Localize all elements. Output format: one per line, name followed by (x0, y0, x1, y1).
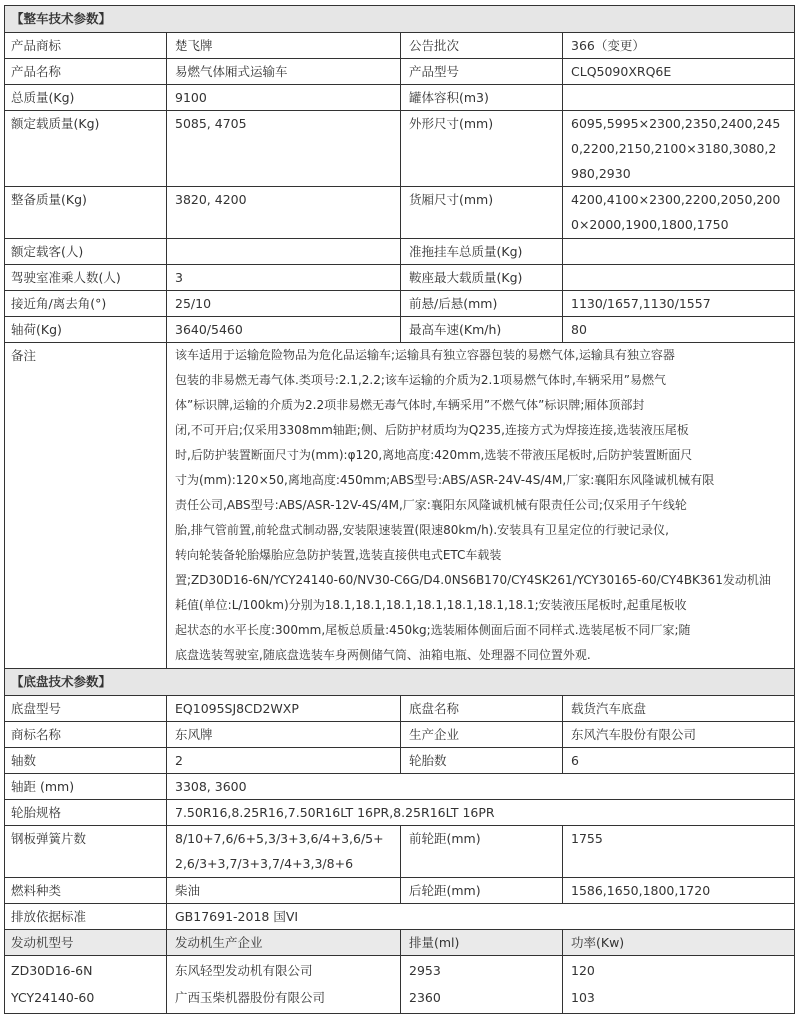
remarks-line: 责任公司,ABS型号:ABS/ASR-12V-4S/4M,厂家:襄阳东风隆诚机械有限责任公司;仅采用子午线轮 (175, 498, 687, 512)
engine-power: 120 (571, 963, 595, 978)
table-row (5, 774, 795, 800)
value: CLQ5090XRQ6E (563, 59, 795, 85)
value: 25/10 (167, 291, 401, 317)
table-row (5, 59, 795, 85)
value (563, 111, 795, 187)
remarks-line: 寸为(mm):120×50,离地高度:450mm;ABS型号:ABS/ASR-24V-4S/4M,厂家:襄阳东风隆诚机械有限 (175, 473, 715, 487)
engine-maker: 广西玉柴机器股份有限公司 (175, 990, 326, 1005)
value: 1755 (563, 826, 795, 878)
label: 生产企业 (401, 722, 563, 748)
value (563, 85, 795, 111)
label: 准拖挂车总质量(Kg) (401, 239, 563, 265)
remarks-line: 起状态的水平长度:300mm,尾板总质量:450kg;选装厢体侧面后面不同样式.选装尾板不同厂家;随 (175, 623, 691, 637)
value (563, 239, 795, 265)
remarks-line: 该车适用于运输危险物品为危化品运输车;运输具有独立容器包装的易燃气体,运输具有独立容器 (175, 348, 675, 362)
label: 最高车速(Km/h) (401, 317, 563, 343)
spec-table (4, 5, 795, 1014)
label: 轴数 (5, 748, 167, 774)
value (563, 265, 795, 291)
table-row (5, 904, 795, 930)
table-row (5, 826, 795, 878)
table-row (5, 748, 795, 774)
value: 366（变更） (563, 33, 795, 59)
value: 东风牌 (167, 722, 401, 748)
remarks-line: 时,后防护装置断面尺寸为(mm):φ120,离地高度:420mm,选装不带液压尾板时,后防护装置断面尺 (175, 448, 693, 462)
column-header: 发动机型号 (5, 930, 167, 956)
table-row (5, 696, 795, 722)
value: GB17691-2018 国VI (167, 904, 795, 930)
label: 货厢尺寸(mm) (401, 187, 563, 239)
label: 外形尺寸(mm) (401, 111, 563, 187)
label: 产品名称 (5, 59, 167, 85)
table-row (5, 291, 795, 317)
table-row (5, 85, 795, 111)
value-line: 6095,5995×2300,2350,2400,245 (571, 116, 781, 131)
value (563, 187, 795, 239)
value: 楚飞牌 (167, 33, 401, 59)
remarks-line: 置;ZD30D16-6N/YCY24140-60/NV30-C6G/D4.0NS6B170/CY4SK261/YCY30165-60/CY4BK361发动机油 (175, 573, 771, 587)
remarks-line: 包装的非易燃无毒气体.类项号:2.1,2.2;该车运输的介质为2.1项易燃气体时,车辆采用”易燃气 (175, 373, 667, 387)
engine-rows (5, 956, 795, 1014)
label: 公告批次 (401, 33, 563, 59)
value: 1130/1657,1130/1557 (563, 291, 795, 317)
label: 额定载质量(Kg) (5, 111, 167, 187)
label: 后轮距(mm) (401, 878, 563, 904)
value: EQ1095SJ8CD2WXP (167, 696, 401, 722)
value: 易燃气体厢式运输车 (167, 59, 401, 85)
remarks-label: 备注 (5, 343, 167, 669)
column-header: 排量(ml) (401, 930, 563, 956)
value: 柴油 (167, 878, 401, 904)
value-line: 0,2200,2150,2100×3180,3080,2 (571, 141, 777, 156)
value (167, 826, 401, 878)
label: 鞍座最大载质量(Kg) (401, 265, 563, 291)
table-row (5, 187, 795, 239)
label: 底盘名称 (401, 696, 563, 722)
engine-header-row (5, 930, 795, 956)
remarks-line: 胎,排气管前置,前轮盘式制动器,安装限速装置(限速80km/h).安装具有卫星定位的行驶记录仪, (175, 523, 669, 537)
value: 东风汽车股份有限公司 (563, 722, 795, 748)
value-line: 980,2930 (571, 166, 631, 181)
value: 3 (167, 265, 401, 291)
label: 轮胎数 (401, 748, 563, 774)
label: 底盘型号 (5, 696, 167, 722)
value-line: 0×2000,1900,1800,1750 (571, 217, 729, 232)
engine-model: ZD30D16-6N (11, 963, 93, 978)
label: 轴荷(Kg) (5, 317, 167, 343)
value: 3308, 3600 (167, 774, 795, 800)
value-line: 4200,4100×2300,2200,2050,200 (571, 192, 781, 207)
table-row (5, 317, 795, 343)
engine-power: 103 (571, 990, 595, 1005)
value: 3820, 4200 (167, 187, 401, 239)
table-row (5, 722, 795, 748)
value: 载货汽车底盘 (563, 696, 795, 722)
label: 罐体容积(m3) (401, 85, 563, 111)
label: 接近角/离去角(°) (5, 291, 167, 317)
remarks-line: 体”标识牌,运输的介质为2.2项非易燃无毒气体时,车辆采用”不燃气体”标识牌;厢体顶部封 (175, 398, 645, 412)
label: 驾驶室准乘人数(人) (5, 265, 167, 291)
table-row (5, 239, 795, 265)
value-line: 2,6/3+3,7/3+3,7/4+3,3/8+6 (175, 856, 354, 871)
label: 轮胎规格 (5, 800, 167, 826)
value: 80 (563, 317, 795, 343)
value: 5085, 4705 (167, 111, 401, 187)
value: 6 (563, 748, 795, 774)
engine-displacement: 2953 (409, 963, 441, 978)
label: 前悬/后悬(mm) (401, 291, 563, 317)
engine-model: YCY24140-60 (11, 990, 95, 1005)
value: 2 (167, 748, 401, 774)
value-line: 8/10+7,6/6+5,3/3+3,6/4+3,6/5+ (175, 831, 384, 846)
label: 额定载客(人) (5, 239, 167, 265)
label: 产品型号 (401, 59, 563, 85)
value: 9100 (167, 85, 401, 111)
table-row (5, 878, 795, 904)
table-row (5, 33, 795, 59)
label: 燃料种类 (5, 878, 167, 904)
remarks-line: 转向轮装备轮胎爆胎应急防护装置,选装直接供电式ETC车载装 (175, 548, 502, 562)
label: 总质量(Kg) (5, 85, 167, 111)
value: 7.50R16,8.25R16,7.50R16LT 16PR,8.25R16LT 16PR (167, 800, 795, 826)
label: 前轮距(mm) (401, 826, 563, 878)
label: 商标名称 (5, 722, 167, 748)
remarks-line: 闭,不可开启;仅采用3308mm轴距;侧、后防护材质均为Q235,连接方式为焊接连接,选装液压尾板 (175, 423, 689, 437)
table-row (5, 111, 795, 187)
remarks-row (5, 343, 795, 669)
vehicle-section-title: 【整车技术参数】 (5, 6, 795, 33)
engine-maker: 东风轻型发动机有限公司 (175, 963, 313, 978)
label: 产品商标 (5, 33, 167, 59)
remarks-line: 底盘选装驾驶室,随底盘选装车身两侧储气筒、油箱电瓶、处理器不同位置外观. (175, 648, 591, 662)
label: 钢板弹簧片数 (5, 826, 167, 878)
engine-displacement: 2360 (409, 990, 441, 1005)
column-header: 发动机生产企业 (167, 930, 401, 956)
value: 3640/5460 (167, 317, 401, 343)
remarks-line: 耗值(单位:L/100km)分别为18.1,18.1,18.1,18.1,18.1,18.1,18.1;安装液压尾板时,起重尾板收 (175, 598, 687, 612)
label: 排放依据标准 (5, 904, 167, 930)
label: 轴距 (mm) (5, 774, 167, 800)
value (167, 239, 401, 265)
value: 1586,1650,1800,1720 (563, 878, 795, 904)
remarks-text (167, 343, 795, 669)
table-row (5, 265, 795, 291)
table-row (5, 800, 795, 826)
label: 整备质量(Kg) (5, 187, 167, 239)
chassis-section-title: 【底盘技术参数】 (5, 669, 795, 696)
column-header: 功率(Kw) (563, 930, 795, 956)
